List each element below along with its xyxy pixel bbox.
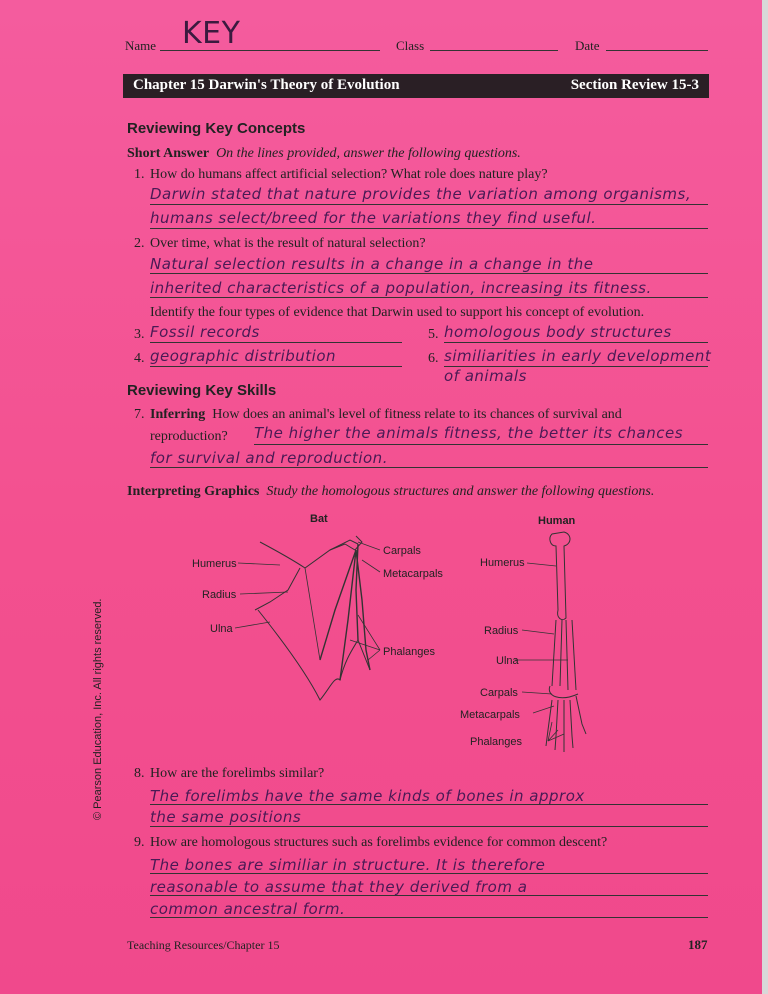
q8-answer-line-2: the same positions [150,808,302,826]
q1-number: 1. [134,167,145,182]
graphics-text: Study the homologous structures and answer the following questions. [266,484,655,499]
q7-text: How does an animal's level of fitness relate to its chances of survival and [212,407,622,422]
human-carpals-label: Carpals [480,687,518,699]
bat-phalanges-label: Phalanges [383,646,435,658]
chapter-banner [123,74,709,98]
copyright-notice: © Pearson Education, Inc. All rights reserved. [92,598,104,820]
q9-answer-line-1: The bones are similiar in structure. It is therefore [150,856,546,874]
q7-number: 7. [134,407,145,422]
q7-rule-2 [150,467,708,468]
q6-answer-line-1: similiarities in early development [444,347,712,365]
q5-rule [444,342,708,343]
q7-rule-1 [254,444,708,445]
q9-rule-2 [150,895,708,896]
human-metacarpals-label: Metacarpals [460,709,520,721]
bat-humerus-label: Humerus [192,558,237,570]
bat-ulna-label: Ulna [210,623,233,635]
q8-number: 8. [134,766,145,781]
q9-text: How are homologous structures such as forelimbs evidence for common descent? [150,835,608,850]
class-label: Class [396,38,425,53]
section-title: Section Review 15-3 [570,77,699,93]
identify-text: Identify the four types of evidence that Darwin used to support his concept of evolution. [150,305,645,320]
bat-carpals-label: Carpals [383,545,421,557]
q1-answer-line-1: Darwin stated that nature provides the variation among organisms, [150,185,692,203]
q9-answer-line-2: reasonable to assume that they derived from a [150,878,528,896]
q3-answer: Fossil records [150,323,260,341]
q8-text: How are the forelimbs similar? [150,766,325,781]
q4-number: 4. [134,351,145,366]
q3-number: 3. [134,327,145,342]
bat-title: Bat [310,513,328,525]
forelimb-diagram [180,510,620,756]
human-phalanges-label: Phalanges [470,736,522,748]
human-humerus-label: Humerus [480,557,525,569]
date-label: Date [575,38,600,53]
q2-rule-1 [150,273,708,274]
skills-heading: Reviewing Key Skills [127,382,277,399]
q9-rule-3 [150,917,708,918]
q1-rule-1 [150,204,708,205]
q4-rule [150,366,402,367]
human-title: Human [538,515,576,527]
footer-left: Teaching Resources/Chapter 15 [127,938,280,952]
concepts-heading: Reviewing Key Concepts [127,120,306,137]
q7-text-line-1 [150,407,622,423]
name-value: KEY [182,16,241,51]
q5-answer: homologous body structures [444,323,672,341]
human-arm-illustration [546,532,586,752]
q1-rule-2 [150,228,708,229]
q4-answer: geographic distribution [150,347,336,365]
q2-rule-2 [150,297,708,298]
human-ulna-label: Ulna [496,655,519,667]
q8-rule-1 [150,804,708,805]
q1-text: How do humans affect artificial selection? What role does nature play? [150,167,548,182]
page-edge [762,0,768,994]
bat-wing-illustration [255,536,370,700]
short-answer-text: On the lines provided, answer the following questions. [216,146,521,161]
short-answer-instructions [127,146,521,162]
q7-label: Inferring [150,407,206,422]
page-number: 187 [688,937,708,952]
class-line [430,50,558,51]
q6-answer-line-2: of animals [444,367,527,385]
q9-rule-1 [150,873,708,874]
chapter-title: Chapter 15 Darwin's Theory of Evolution [133,77,400,93]
q3-rule [150,342,402,343]
q8-rule-2 [150,826,708,827]
q2-answer-line-2: inherited characteristics of a population, increasing its fitness. [150,279,652,297]
graphics-label: Interpreting Graphics [127,484,260,499]
q2-answer-line-1: Natural selection results in a change in a change in the [150,255,594,273]
short-answer-label: Short Answer [127,146,210,161]
date-line [606,50,708,51]
q7-answer-line-1: The higher the animals fitness, the better its chances [254,424,684,442]
q5-number: 5. [428,327,439,342]
q9-answer-line-3: common ancestral form. [150,900,346,918]
q7-answer-line-2: for survival and reproduction. [150,449,388,467]
q2-number: 2. [134,236,145,251]
bat-radius-label: Radius [202,589,237,601]
graphics-instructions [127,484,654,500]
q2-text: Over time, what is the result of natural selection? [150,236,426,251]
q9-number: 9. [134,835,145,850]
human-radius-label: Radius [484,625,519,637]
name-label: Name [125,38,157,53]
q1-answer-line-2: humans select/breed for the variations they find useful. [150,209,597,227]
q8-answer-line-1: The forelimbs have the same kinds of bones in approx [150,787,585,805]
q7-text-line-2: reproduction? [150,429,228,444]
q6-number: 6. [428,351,439,366]
bat-metacarpals-label: Metacarpals [383,568,443,580]
